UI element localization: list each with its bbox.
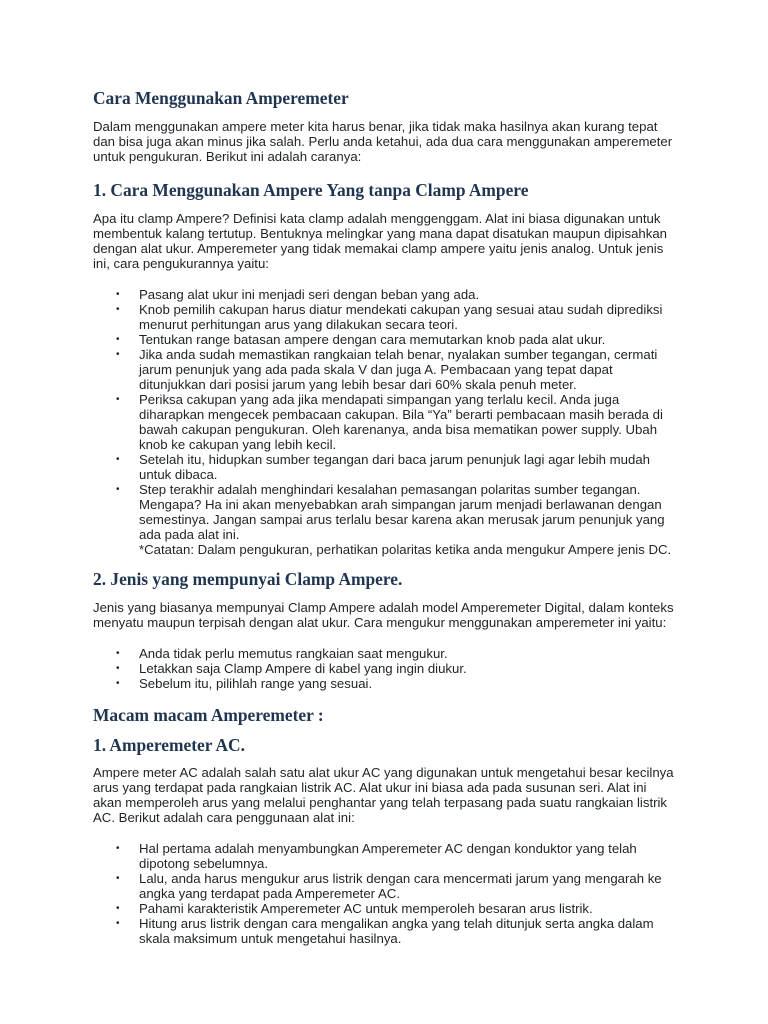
list-item: • Letakkan saja Clamp Ampere di kabel yang ingin diukur. [116,660,467,676]
list-item: • Periksa cakupan yang ada jika mendapati simpangan yang terlalu kecil. Anda juga diharapkan mengecek pembacaan cakupan. Bila “Ya” berarti pembacaan masih berada di bawah cakupan pengukuran. Oleh karenanya, anda bisa mematikan power supply. Ubah knob ke cakupan yang lebih kecil. [116,391,663,452]
list-item: • Hitung arus listrik dengan cara mengalikan angka yang telah ditunjuk serta angka dalam skala maksimum untuk mengetahui hasilnya. [116,916,654,947]
bullet-icon: • [116,662,120,674]
bullet-icon: • [116,288,120,300]
section4-paragraph: Ampere meter AC adalah salah satu alat ukur AC yang digunakan untuk mengetahui besar kecilnya arus yang terdapat pada rangkaian listrik AC. Alat ukur ini biasa ada pada susunan seri. Alat ini akan memperoleh arus yang melalui penghantar yang telah terpasang pada suatu rangkaian listrik AC. Berikut adalah cara penggunaan alat ini: [93,765,674,826]
section1-heading: 1. Cara Menggunakan Ampere Yang tanpa Clamp Ampere [93,179,529,200]
intro-paragraph: Dalam menggunakan ampere meter kita harus benar, jika tidak maka hasilnya akan kurang tepat dan bisa juga akan minus jika salah. Perlu anda ketahui, ada dua cara menggunakan amperemeter untuk pengukuran. Berikut ini adalah caranya: [93,118,673,164]
list-item: • Jika anda sudah memastikan rangkaian telah benar, nyalakan sumber tegangan, cermati jarum penunjuk yang ada pada skala V dan juga A. Pembacaan yang tepat dapat ditunjukkan dari posisi jarum yang lebih besar dari 60% skala penuh meter. [116,346,658,392]
bullet-icon: • [116,333,120,345]
bullet-icon: • [116,677,120,689]
page-title: Cara Menggunakan Amperemeter [93,88,349,108]
section1-paragraph: Apa itu clamp Ampere? Definisi kata clamp adalah menggenggam. Alat ini biasa digunakan untuk membentuk kalang tertutup. Bentuknya melingkar yang mana dapat disatukan maupun dipisahkan dengan alat ukur. Amperemeter yang tidak memakai clamp ampere yaitu jenis analog. Untuk jenis ini, cara pengukurannya yaitu: [93,210,668,271]
bullet-icon: • [116,453,120,465]
bullet-icon: • [116,348,120,360]
list-item: • Knob pemilih cakupan harus diatur mendekati cakupan yang sesuai atau sudah diprediksi menurut perhitungan arus yang dilakukan secara teori. [116,301,663,332]
list-item: • Pahami karakteristik Amperemeter AC untuk memperoleh besaran arus listrik. [116,901,593,917]
bullet-icon: • [116,843,120,855]
list-item: • Pasang alat ukur ini menjadi seri dengan beban yang ada. [116,286,480,302]
section3-heading: Macam macam Amperemeter : [93,704,324,725]
list-item: • Step terakhir adalah menghindari kesalahan pemasangan polaritas sumber tegangan. Mengapa? Ha ini akan menyebabkan arah simpangan jarum menjadi berlawanan dengan semestinya. Jangan sampai arus terlalu besar karena akan merusak jarum penunjuk yang ada pada alat ini. *Catatan: Dalam pengukuran, perhatikan polaritas ketika anda mengukur Ampere jenis DC. [93,482,678,557]
bullet-icon: • [116,303,120,315]
bullet-icon: • [116,873,120,885]
bullet-icon: • [116,918,120,930]
section4-heading: 1. Amperemeter AC. [93,734,245,755]
bullet-icon: • [116,393,120,405]
bullet-icon: • [116,483,120,495]
section2-heading: 2. Jenis yang mempunyai Clamp Ampere. [93,568,403,589]
list-item: • Setelah itu, hidupkan sumber tegangan dari baca jarum penunjuk lagi agar lebih mudah untuk dibaca. [116,451,650,482]
bullet-icon: • [116,903,120,915]
list-item: • Lalu, anda harus mengukur arus listrik dengan cara mencermati jarum yang mengarah ke angka yang terdapat pada Amperemeter AC. [116,871,662,902]
section2-paragraph: Jenis yang biasanya mempunyai Clamp Ampere adalah model Amperemeter Digital, dalam konteks menyatu maupun terpisah dengan alat ukur. Cara mengukur menggunakan amperemeter ini yaitu: [93,599,674,630]
section1-list [93,287,678,557]
polarity-note: *Catatan: Dalam pengukuran, perhatikan polaritas ketika anda mengukur Ampere jenis DC. [139,541,672,557]
section2-list [93,646,678,691]
list-item: • Sebelum itu, pilihlah range yang sesuai. [116,675,373,691]
list-item: • Tentukan range batasan ampere dengan cara memutarkan knob pada alat ukur. [116,331,606,347]
section4-list [93,841,678,946]
list-item: • Hal pertama adalah menyambungkan Amperemeter AC dengan konduktor yang telah dipotong sebelumnya. [116,841,637,872]
bullet-icon: • [116,647,120,659]
list-item: • Anda tidak perlu memutus rangkaian saat mengukur. [116,645,448,661]
